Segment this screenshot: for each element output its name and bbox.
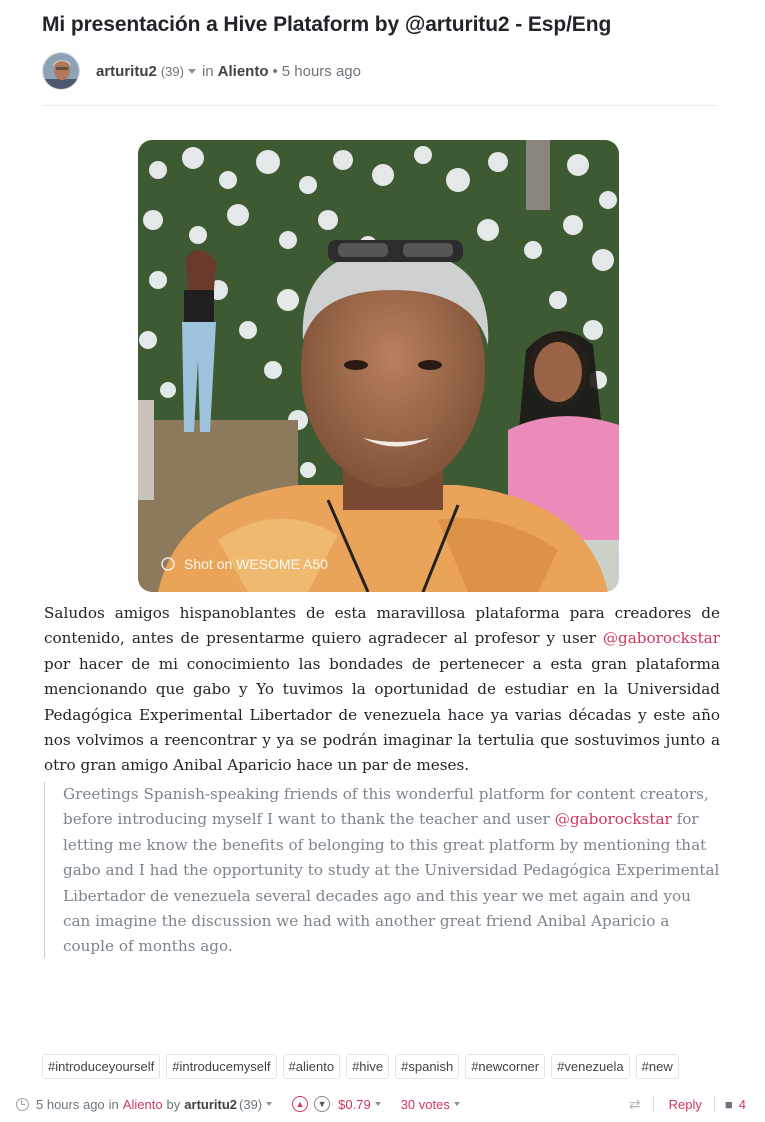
post-title: Mi presentación a Hive Plataform by @arturitu2 - Esp/Eng: [42, 13, 612, 36]
comment-icon[interactable]: ■: [724, 1096, 733, 1112]
quote-text: for letting me know the benefits of belonging to this great platform by mentioning that gabo and I had the opportunity to study at the Universidad Pedagógica Experimental Libertador de venezuela several decades ago and this year we met again and you can imagine the discussion we had with another great friend Anibal Aparicio a couple of months ago.: [63, 810, 720, 956]
avatar[interactable]: [42, 52, 80, 90]
author-row: [42, 50, 722, 92]
chevron-down-icon[interactable]: [375, 1102, 381, 1106]
footer-by-label: by: [166, 1096, 181, 1112]
tag-aliento[interactable]: #aliento: [283, 1054, 341, 1079]
reblog-icon[interactable]: ⇄: [628, 1095, 641, 1112]
divider: [714, 1096, 715, 1112]
author-meta: [96, 63, 361, 80]
author-reputation: (39): [160, 63, 184, 79]
footer-in-label: in: [108, 1096, 119, 1112]
footer-reputation: (39): [239, 1096, 263, 1112]
community-link[interactable]: Aliento: [217, 62, 269, 80]
tag-venezuela[interactable]: #venezuela: [551, 1054, 630, 1079]
chevron-down-icon[interactable]: [266, 1102, 272, 1106]
separator-dot: •: [272, 62, 278, 80]
comments-count[interactable]: 4: [738, 1096, 746, 1112]
downvote-icon[interactable]: ▼: [314, 1096, 330, 1112]
tag-new[interactable]: #new: [636, 1054, 679, 1079]
footer-community-link[interactable]: Aliento: [122, 1096, 163, 1112]
quote-text: Greetings Spanish-speaking friends of this wonderful platform for content creators, before introducing myself I want to thank the teacher and user: [63, 785, 709, 829]
footer-author-link[interactable]: arturitu2: [184, 1096, 238, 1112]
body-text: por hacer de mi conocimiento las bondades de pertenecer a esta gran plataforma mencionando que gabo y Yo tuvimos la oportunidad de estudiar en la Universidad Pedagógica Experimental Libertador de venezuela hace ya varias décadas y este año nos volvimos a reencontrar y ya se podrán imaginar la tertulia que sostuvimos junto a otro gran amigo Anibal Aparicio hace un par de meses.: [44, 654, 720, 775]
tag-spanish[interactable]: #spanish: [395, 1054, 459, 1079]
photo-watermark: Shot on WESOME A50: [184, 556, 328, 572]
footer-time: 5 hours ago: [36, 1096, 105, 1112]
body-english-quote: [44, 782, 720, 958]
tag-introduceyourself[interactable]: #introduceyourself: [42, 1054, 160, 1079]
body-spanish: [44, 601, 720, 779]
post-time: 5 hours ago: [281, 62, 361, 80]
mention-link[interactable]: @gaborockstar: [554, 810, 672, 829]
body-text: Saludos amigos hispanoblantes de esta maravillosa plataforma para creadores de contenido, antes de presentarme quiero agradecer al profesor y user: [44, 604, 720, 648]
tag-hive[interactable]: #hive: [346, 1054, 389, 1079]
post-footer: [16, 1093, 746, 1115]
tag-introducemyself[interactable]: #introducemyself: [166, 1054, 276, 1079]
reply-button[interactable]: Reply: [668, 1096, 702, 1112]
post-image[interactable]: [138, 140, 619, 592]
divider: [653, 1096, 654, 1112]
upvote-icon[interactable]: ▲: [292, 1096, 308, 1112]
chevron-down-icon[interactable]: [454, 1102, 460, 1106]
tag-newcorner[interactable]: #newcorner: [465, 1054, 545, 1079]
payout-value[interactable]: $0.79: [338, 1096, 371, 1112]
in-label: in: [201, 62, 214, 80]
tag-list: [42, 1054, 679, 1079]
mention-link[interactable]: @gaborockstar: [602, 629, 720, 648]
author-link[interactable]: arturitu2: [96, 62, 157, 80]
votes-count[interactable]: 30 votes: [400, 1096, 450, 1112]
header-divider: [42, 105, 717, 106]
chevron-down-icon[interactable]: [188, 69, 196, 74]
clock-icon: [16, 1098, 29, 1111]
